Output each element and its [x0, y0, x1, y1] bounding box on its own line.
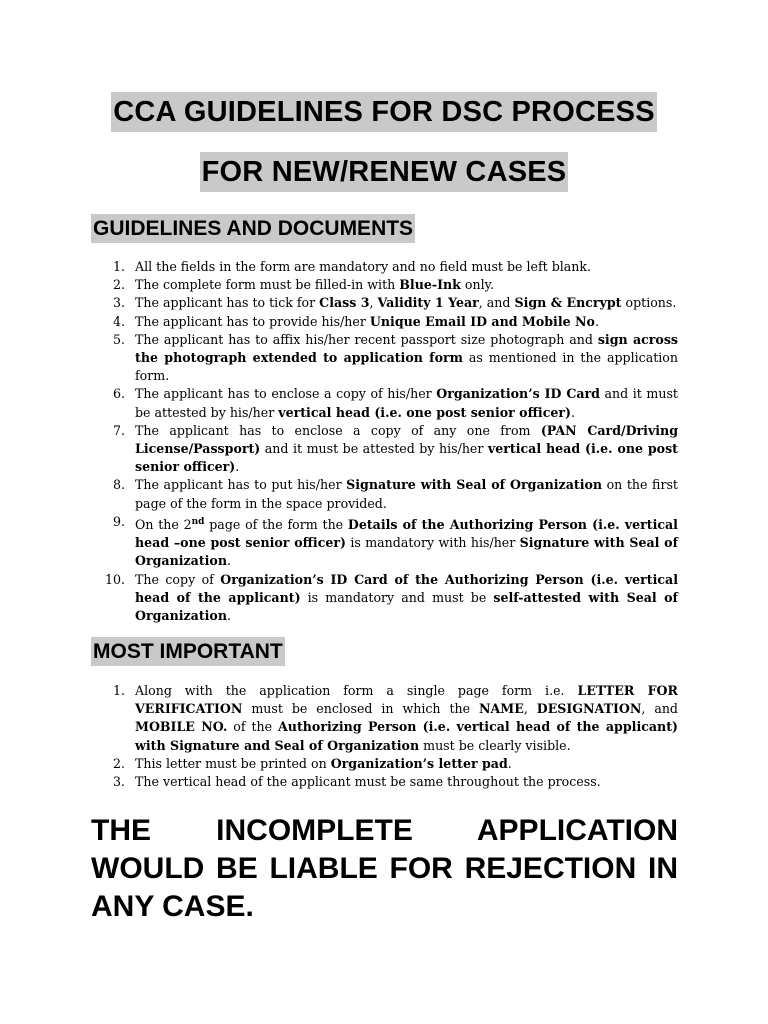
list-item-text: vertical head (i.e. one post senior officer) [278, 404, 571, 420]
list-item [91, 513, 678, 571]
list-item-number: 1. [112, 683, 125, 698]
list-item-text: . [226, 608, 231, 624]
list-item-text: The applicant has to enclose a copy of his/her [135, 386, 437, 402]
list-item-text: is mandatory and must be [300, 589, 494, 605]
list-item-text: , [523, 701, 537, 717]
list-item-text: , and [641, 701, 678, 717]
list-item-text: vertical head (i.e. one post senior officer) [135, 441, 678, 475]
list-item-text: Validity 1 Year [377, 295, 479, 311]
title-line-2: FOR NEW/RENEW CASES [0, 156, 768, 189]
list-item-text: Unique Email ID and Mobile No [369, 313, 595, 329]
list-item-text: Organization’s letter pad [330, 755, 508, 771]
list-item-text: Authorizing Person (i.e. vertical head of the applicant) with Signature and Seal of Organization [135, 719, 678, 753]
list-item-text: . [235, 459, 240, 475]
list-item-text: . [226, 553, 231, 569]
list-item-number: 10. [104, 571, 125, 587]
list-item-text: and it must be attested by his/her [260, 441, 488, 457]
list-item-text: The complete form must be filled-in with [135, 277, 400, 293]
list-item-number: 1. [112, 259, 125, 274]
list-item-text: The vertical head of the applicant must be same throughout the process. [135, 774, 601, 790]
list-item-text: on the first page of the form in the space provided. [135, 477, 678, 511]
list-item-number: 2. [112, 755, 125, 771]
list-item-text: options. [621, 295, 677, 311]
list-item-text: Class 3 [319, 295, 370, 311]
list-item [91, 476, 678, 512]
list-item [91, 294, 678, 312]
guidelines-heading: GUIDELINES AND DOCUMENTS [91, 217, 415, 241]
important-list [91, 682, 678, 791]
list-item [91, 331, 678, 386]
list-item [91, 755, 678, 773]
list-item-text: All the fields in the form are mandatory and no field must be left blank. [135, 259, 592, 274]
list-item-text: The copy of [135, 571, 221, 587]
list-item-number: 8. [112, 477, 125, 493]
list-item-text: Signature with Seal of Organization [135, 535, 678, 569]
list-item-text: Organization’s ID Card of the Authorizing Person (i.e. vertical head of the applicant) [135, 571, 678, 605]
list-item-number: 7. [112, 422, 125, 438]
list-item-text: DESIGNATION [536, 701, 642, 717]
list-item-text: The applicant has to provide his/her [135, 313, 370, 329]
list-item-text: Organization’s ID Card [436, 386, 600, 402]
list-item-text: Blue-Ink [399, 277, 461, 293]
list-item-text: MOBILE NO. [135, 719, 228, 735]
list-item-text: self-attested with Seal of Organization [135, 589, 678, 624]
list-item-text: On the 2 [135, 517, 192, 533]
list-item-text: as mentioned in the application form. [135, 350, 678, 384]
list-item-number: 2. [112, 277, 125, 293]
list-item-text: , [369, 295, 378, 311]
list-item-text: Details of the Authorizing Person (i.e. vertical head –one post senior officer) [135, 517, 678, 551]
list-item-number: 5. [112, 331, 125, 347]
list-item-text: Along with the application form a single page form i.e. [135, 683, 578, 698]
list-item-text: sign across the photograph extended to application form [135, 331, 679, 366]
list-item-number: 9. [112, 513, 125, 529]
list-item-text: , and [478, 295, 515, 311]
list-item-text: of the [227, 719, 279, 735]
list-item [91, 313, 678, 331]
list-item-text: must be clearly visible. [419, 737, 571, 753]
list-item-text: The applicant has to put his/her [135, 477, 347, 493]
rejection-notice: THE INCOMPLETE APPLICATION WOULD BE LIABLE FOR REJECTION IN ANY CASE. [91, 814, 678, 923]
list-item-text: . [594, 313, 599, 329]
list-item-text: . [507, 755, 512, 771]
list-item [91, 422, 678, 477]
list-item-text: This letter must be printed on [135, 755, 331, 771]
list-item [91, 258, 678, 276]
list-item-text: only. [460, 277, 495, 293]
list-item-text: (PAN Card/Driving License/Passport) [135, 422, 679, 457]
important-heading: MOST IMPORTANT [91, 640, 285, 664]
list-item [91, 571, 678, 626]
list-item-number: 3. [112, 774, 125, 790]
list-item-text: The applicant has to tick for [135, 295, 320, 311]
list-item-text: must be enclosed in which the [242, 701, 480, 717]
list-item-text: . [570, 404, 575, 420]
list-item-text: and it must be attested by his/her [135, 386, 678, 420]
title-line-1: CCA GUIDELINES FOR DSC PROCESS [0, 96, 768, 129]
list-item-number: 6. [112, 386, 125, 402]
list-item-text: is mandatory with his/her [346, 535, 520, 551]
list-item-text: The applicant has to enclose a copy of any one from [135, 422, 541, 438]
list-item-text: Signature with Seal of Organization [346, 477, 603, 493]
list-item-text: LETTER FOR VERIFICATION [135, 683, 678, 717]
list-item-text: The applicant has to affix his/her recent passport size photograph and [135, 331, 598, 347]
guidelines-list [91, 258, 678, 625]
list-item-number: 4. [112, 313, 125, 329]
list-item [91, 682, 678, 755]
list-item-text: nd [191, 516, 205, 527]
list-item-number: 3. [112, 295, 125, 311]
list-item [91, 276, 678, 294]
list-item [91, 385, 678, 421]
list-item-text: page of the form the [204, 517, 348, 533]
list-item [91, 773, 678, 791]
list-item-text: NAME [479, 701, 524, 717]
list-item-text: Sign & Encrypt [514, 295, 622, 311]
